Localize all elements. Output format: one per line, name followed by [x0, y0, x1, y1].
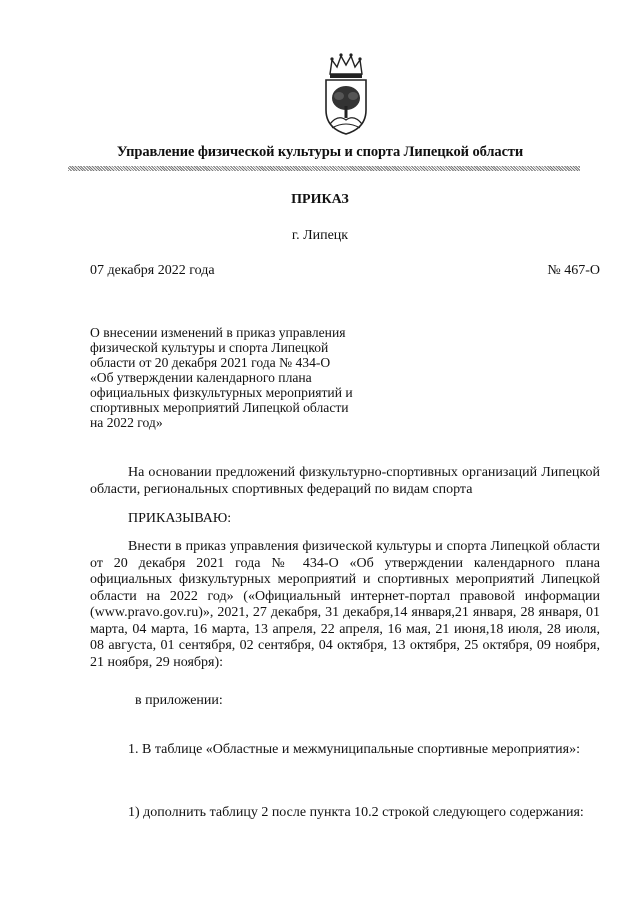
organization-name: Управление физической культуры и спорта Липецкой области [116, 144, 524, 160]
document-number: № 467-О [547, 263, 600, 278]
document-type: ПРИКАЗ [291, 192, 349, 207]
order-word: ПРИКАЗЫВАЮ: [128, 511, 232, 526]
coat-of-arms-icon [322, 52, 370, 136]
subject-line: на 2022 год» [90, 415, 163, 430]
item-1-subitem-1: 1) дополнить таблицу 2 после пункта 10.2 строкой следующего содержания: [128, 805, 584, 820]
document-date: 07 декабря 2022 года [90, 263, 215, 278]
subject-line: физической культуры и спорта Липецкой [90, 340, 329, 355]
in-appendix-line [90, 693, 600, 710]
basis-paragraph: На основании предложений физкультурно-спортивных организаций Липецкой области, региональных спортивных федераций по видам спорта [90, 465, 600, 497]
item-1: 1. В таблице «Областные и межмуниципальные спортивные мероприятия»: [128, 742, 580, 757]
subject-line: официальных физкультурных мероприятий и [90, 385, 353, 400]
subject-line: области от 20 декабря 2021 года № 434-О [90, 355, 331, 370]
order-paragraph: Внести в приказ управления физической культуры и спорта Липецкой области от 20 декабря 2021 года № 434-О «Об утверждении календарного плана официальных физкультурных мероприятий и спортивных мероприятий Липецкой области на 2022 год» («Официальный интернет-портал правовой информации (www.pravo.gov.ru)», 2021, 27 декабря, 31 декабря,14 января,21 января, 28 января, 01 марта, 04 марта, 16 марта, 13 апреля, 22 апреля, 16 мая, 21 июня,18 июля, 28 июля, 08 августа, 01 сентября, 02 сентября, 04 октября, 13 октября, 25 октября, 09 ноября, 21 ноября, 29 ноября): [90, 539, 600, 670]
in-appendix-text: в приложении: [135, 693, 223, 708]
subject-line: «Об утверждении календарного плана [90, 370, 312, 385]
header-divider [68, 166, 580, 171]
subject-line: спортивных мероприятий Липецкой области [90, 400, 349, 415]
document-subject [90, 325, 402, 430]
city: г. Липецк [291, 228, 349, 243]
subject-line: О внесении изменений в приказ управления [90, 325, 346, 340]
